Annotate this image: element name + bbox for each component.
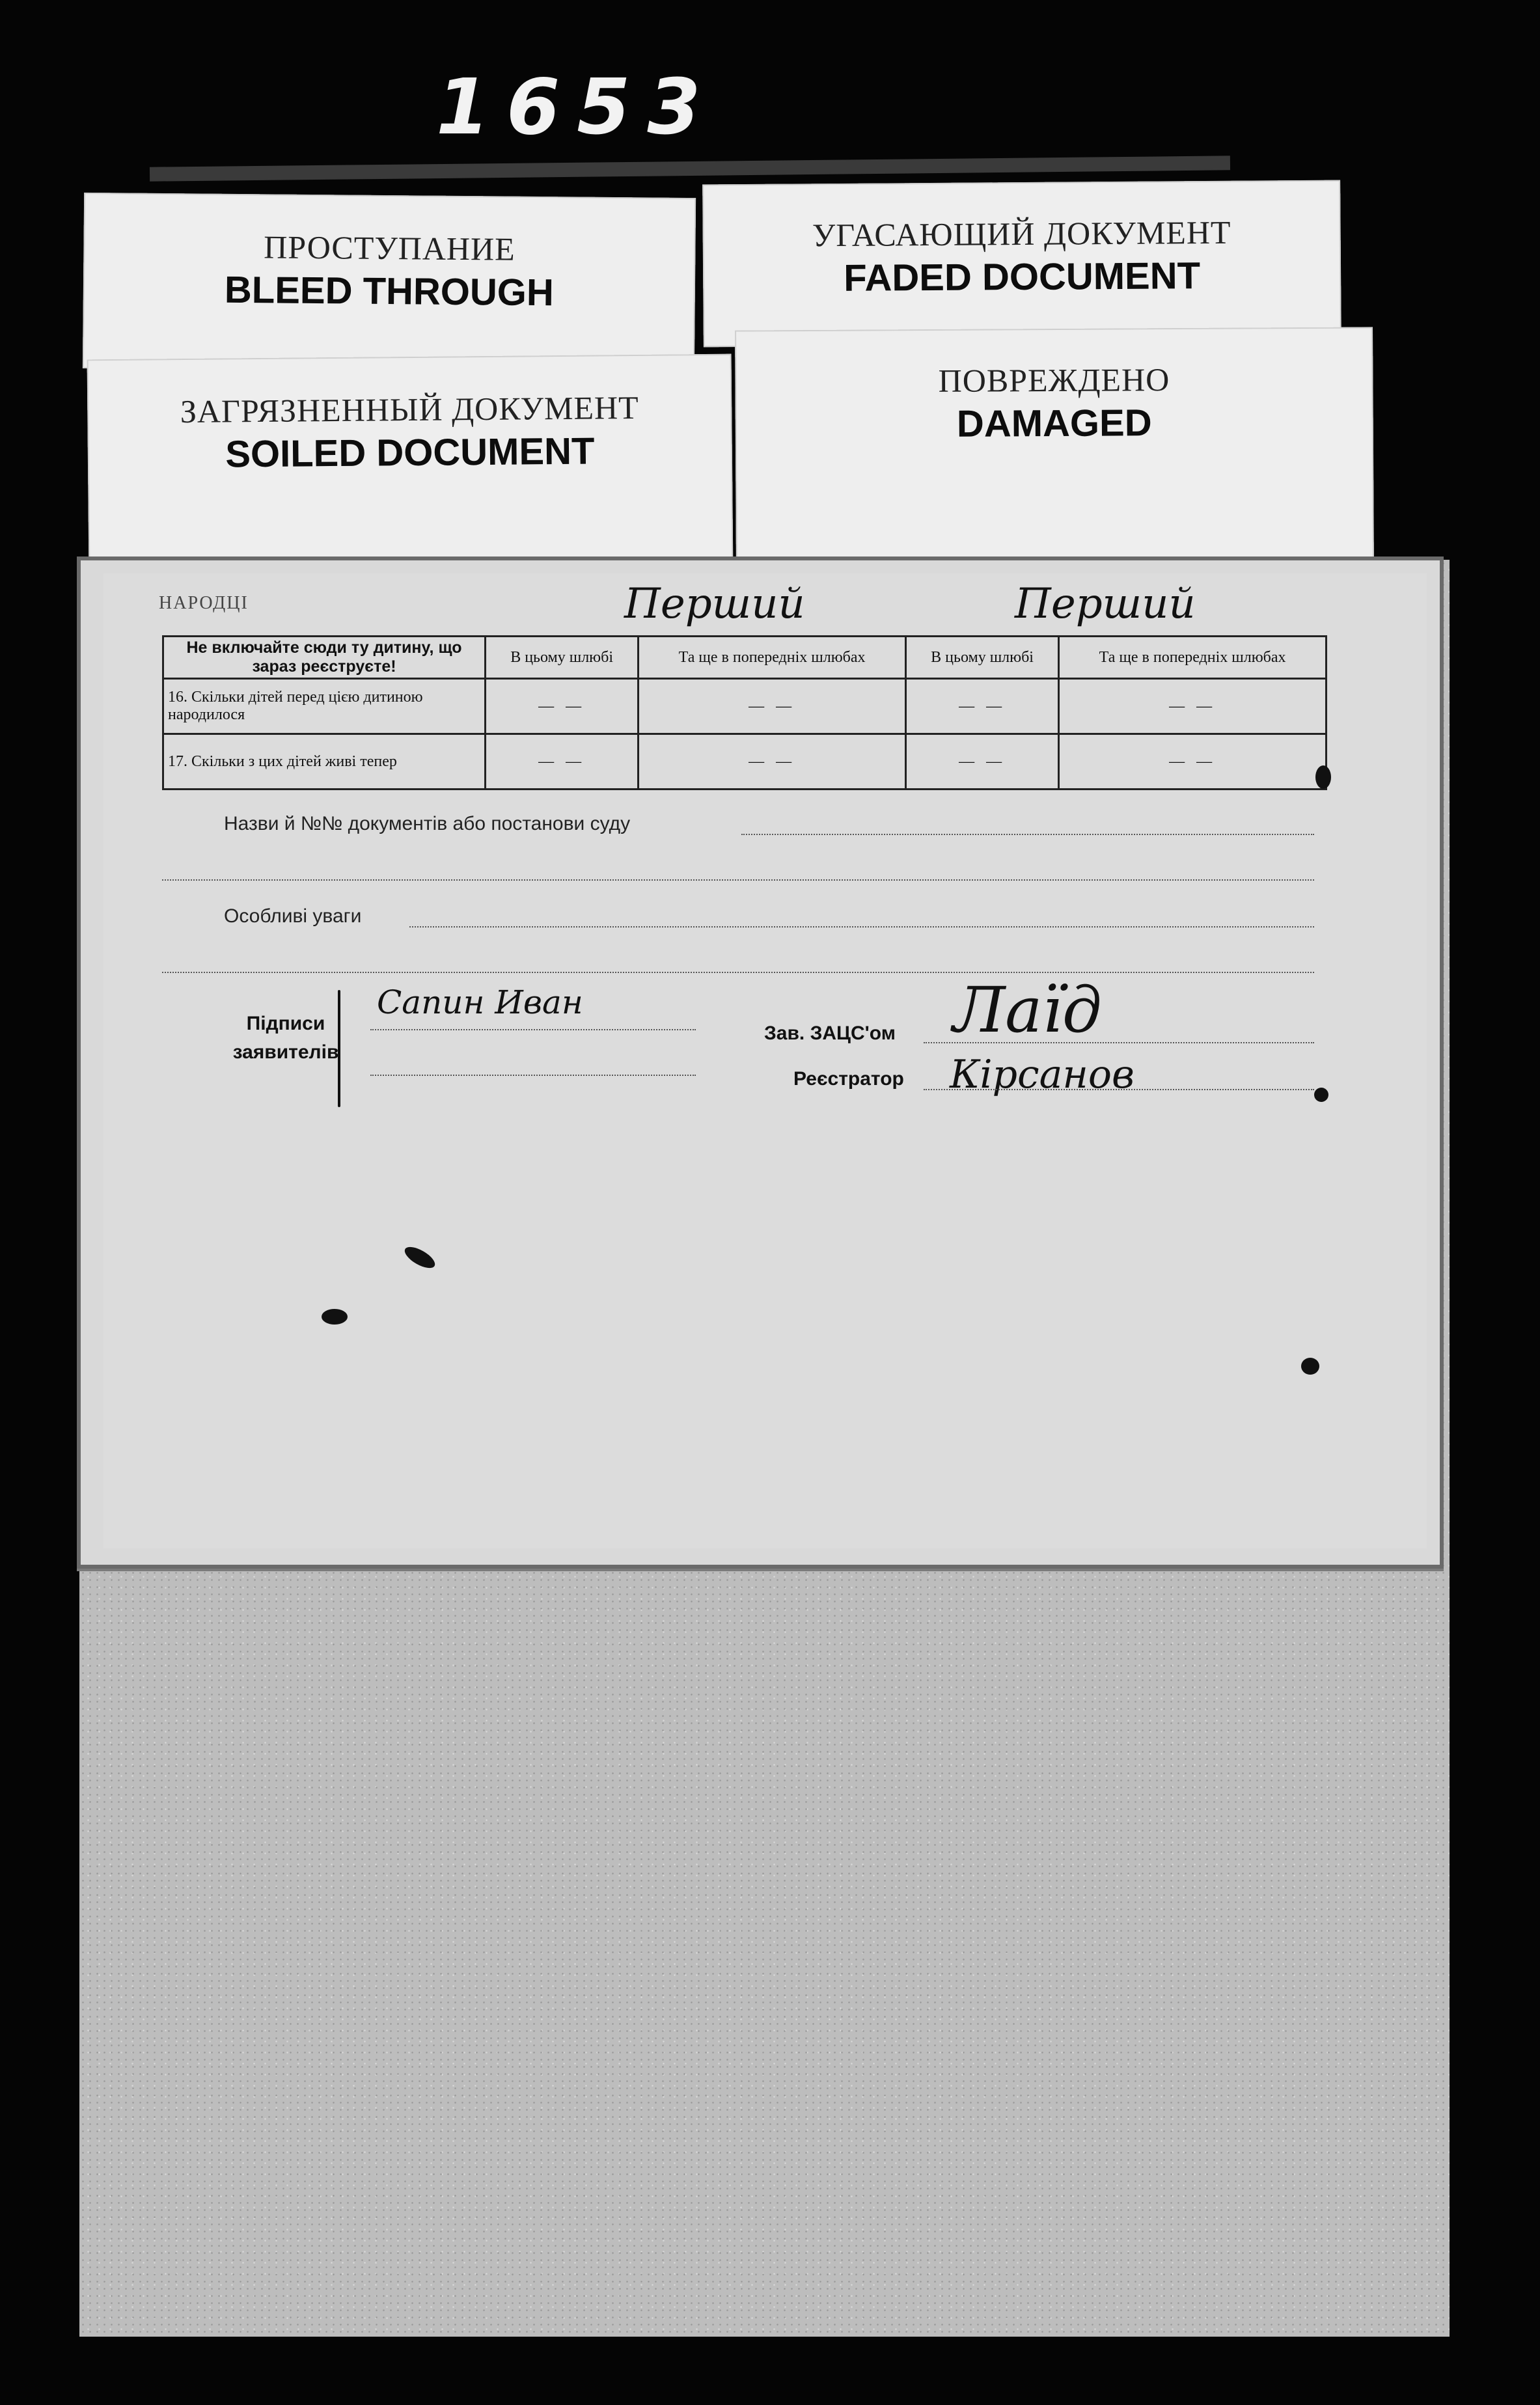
sticker-en-label: SOILED DOCUMENT xyxy=(225,430,595,476)
row-question: 17. Скільки з цих дітей живі тепер xyxy=(163,734,486,790)
registration-card xyxy=(77,557,1444,1569)
sticker-ru-label: УГАСАЮЩИЙ ДОКУМЕНТ xyxy=(812,213,1231,254)
sticker-ru-label: ПРОСТУПАНИЕ xyxy=(263,228,516,268)
table-row xyxy=(163,679,1327,734)
table-note: Не включайте сюди ту дитину, що зараз реєструєте! xyxy=(163,637,486,679)
column-header: В цьому шлюбі xyxy=(905,637,1058,679)
ink-blot xyxy=(402,1243,438,1272)
table-cell: — — xyxy=(639,679,906,734)
ink-blot xyxy=(1301,1358,1319,1375)
handwritten-column-head: Перший xyxy=(1015,580,1196,628)
head-line xyxy=(924,1042,1314,1043)
head-label: Зав. ЗАЦС'ом xyxy=(764,1023,896,1044)
table-cell: — — xyxy=(905,734,1058,790)
registrar-line xyxy=(924,1089,1314,1090)
table-cell: — — xyxy=(1059,679,1327,734)
table-cell: — — xyxy=(905,679,1058,734)
table-cell: — — xyxy=(1059,734,1327,790)
sticker-ru-label: ЗАГРЯЗНЕННЫЙ ДОКУМЕНТ xyxy=(180,389,639,430)
sticker-faded-document xyxy=(702,180,1341,348)
signatures-label: Підписи заявителів xyxy=(232,1013,339,1063)
table-row xyxy=(163,734,1327,790)
row-question: 16. Скільки дітей перед цією дитиною народилося xyxy=(163,679,486,734)
handwritten-column-head: Перший xyxy=(624,580,805,628)
sticker-en-label: FADED DOCUMENT xyxy=(844,254,1201,299)
children-table xyxy=(162,635,1327,790)
notes-line xyxy=(409,926,1314,928)
column-header: Та ще в попередніх шлюбах xyxy=(1059,637,1327,679)
head-signature: Лаїд xyxy=(953,974,1102,1047)
documents-label: Назви й №№ документів або постанови суду xyxy=(224,813,631,834)
sticker-bleed-through xyxy=(83,193,696,374)
registrar-label: Реєстратор xyxy=(793,1068,904,1090)
notes-line-2 xyxy=(162,972,1314,973)
table-cell: — — xyxy=(639,734,906,790)
registrar-signature: Кірсанов xyxy=(950,1052,1134,1097)
card-paper xyxy=(103,573,1427,1548)
documents-line xyxy=(741,834,1314,835)
signatures-brace xyxy=(338,990,340,1107)
ink-blot xyxy=(322,1309,348,1325)
sticker-en-label: BLEED THROUGH xyxy=(224,268,555,314)
film-bar xyxy=(150,156,1230,181)
documents-line-2 xyxy=(162,879,1314,881)
table-cell: — — xyxy=(486,679,639,734)
sticker-ru-label: ПОВРЕЖДЕНО xyxy=(938,361,1170,399)
form-header-partial: НАРОДЦІ xyxy=(159,593,249,613)
ink-blot xyxy=(1315,765,1331,789)
signature-line-1 xyxy=(370,1029,696,1030)
sticker-soiled-document xyxy=(87,354,734,575)
table-cell: — — xyxy=(486,734,639,790)
sticker-en-label: DAMAGED xyxy=(956,402,1152,445)
frame-number: 1653 xyxy=(436,62,718,152)
signature-line-2 xyxy=(370,1075,696,1076)
ink-blot xyxy=(1314,1088,1328,1102)
notes-label: Особливі уваги xyxy=(224,905,362,927)
column-header: В цьому шлюбі xyxy=(486,637,639,679)
column-header: Та ще в попередніх шлюбах xyxy=(639,637,906,679)
applicant-signature: Сапин Иван xyxy=(377,983,583,1021)
sticker-damaged xyxy=(735,327,1374,571)
